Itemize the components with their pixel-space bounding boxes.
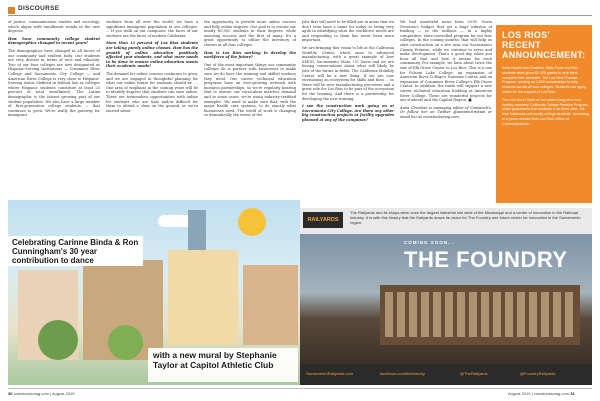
foundry-title: THE FOUNDRY [404, 247, 568, 272]
article-column-3 [204, 20, 296, 121]
article-question: More than 13 percent of Los Rios students are taking purely online classes. How has the growth of online education positively affected your students, and what more needs to be done to ensure online education meets their academic needs? [106, 41, 198, 69]
railyards-ad-text: The Railyards and its shops were once the largest industrial site west of the Mississippi and a center of innovation in the Railroad industry. It is with this history that the Railyards draws its vision for The Foundry and future center for innovation in the Sacramento region. [350, 210, 581, 225]
article-paragraph: of justice, communication studies and sociology, which aligns with enrollment trends in the new degrees. [8, 20, 100, 34]
section-label: DISCOURSE [18, 5, 60, 12]
article-paragraph: students from all over the world; we have a significant immigrant population at our colleges. ... If you walk on our campuses, the faces of our students are the faces of modern California. [106, 20, 198, 38]
building-illustration [168, 250, 238, 345]
page-number-left: 30 [8, 391, 13, 396]
sidebar-paragraph: Solar Health and Coalition, Walk-Tours and 500 students were given $1,000 grants to help them complete their semester. The Los Rios Promise Program, working on 2,500 scholarships to help students across all four colleges. Students can apply online for the support of Los Rios. [502, 66, 586, 94]
tower-illustration [188, 210, 206, 255]
section-marker [8, 7, 15, 14]
article-column-5 [400, 20, 492, 122]
article-paragraph: The demand for online courses continues to grow, and we are engaged in thoughtful planning for what our online future for students should be. ... One area of emphasis in the coming years will be to identify degrees that students can earn online. There are tremendous opportunities with online for students who are time and/or difficult for them to attend a class on the ground, or we're excited about [106, 71, 198, 113]
footer-right: August 2019 | comstocksmag.com 31 [508, 391, 575, 396]
foundry-windows [385, 292, 575, 337]
article-column-2 [106, 20, 198, 116]
publication-url: comstocksmag.com [533, 391, 570, 396]
sidebar-body [502, 66, 590, 130]
article-column-1 [8, 20, 100, 121]
article-paragraph: jobs that will need to be filled are in areas that we don't even have a name for today, so being very agile in identifying what the workforce needs are and responding to them has never been more important. [302, 20, 394, 43]
instagram-link[interactable]: @FoundryRailyards [520, 371, 556, 376]
railyards-logo: RAILYARDS [303, 212, 343, 228]
article-paragraph: One of the most important things our community colleges do is partner with businesses to make sure we do have the training and skilled workers they need. Our career technical education programs have an ever-growing network with business partnerships, so we're regularly hearing that to ensure our curriculum matches demand and in some cases, we're using industry-certified examples. We need to make sure that, with the major health care systems, to do exactly what businesses need. The world of work is changing so dramatically the terms of the [204, 62, 296, 118]
issue-date: August 2019 [51, 391, 75, 396]
article-question: How is Los Rios working to develop the workforce of the future? [204, 50, 296, 60]
footer-rule [8, 388, 592, 389]
mural-title: Celebrating Carinne Binda & Ron Cunningham's 30 year contribution to dance [12, 238, 139, 265]
coming-soon-label: COMING SOON... [404, 240, 455, 245]
facebook-link[interactable]: facebook.com/thefoundry [380, 371, 425, 376]
website-link[interactable]: SacramentoRailyards.com [306, 371, 353, 376]
author-bio: Anna Christian is managing editor of Comstock's. Or follow her on Twitter @annamchristian or email her at comstocksmag.com. [400, 105, 492, 119]
article-paragraph: We had wonderful news from 2018: Gavin Newsom's budget that set a huge infusion of funding — in the millions — in a highly competitive, state-controlled program for our four colleges. In the coming months, that will help us start construction on a site near our Sacramento County Promise, while we continue to serve and make development. That's a good day when you hear all that and how it means for each community. For example, we have about twice the size of Elk Grove Center to Los Rios. This is a one for Folsom Lake College, an expansion of American River College's Natomas Center, and an expansion of Cosumnes River College's Elk Grove Center. In addition, the funds will support a new career technical education building at American River College. These are wonderful projects for our students and the Capital Region. ■ [400, 20, 492, 103]
article-paragraph: the opportunity to provide more online courses and fully online degrees. Our goal is to ensure our nearly 80,000 students in their degrees, while ensuring success and the first of many. It's a great opportunity to utilize the inventory of classes at all four colleges. [204, 20, 296, 47]
publication-url: comstocksmag.com [13, 391, 49, 396]
article-question: How have community college student demographics changed in recent years? [8, 36, 100, 46]
footer-left: 30 comstocksmag.com | August 2019 [8, 391, 75, 396]
sidebar-paragraph: The new North 'Build on the state's long-term and healthy-recovery' California College Promise Program, which guarantees that students in all three sites, full-time California community college students,' according to a press release from Los Rios' Office of Communications. [502, 97, 589, 126]
building-illustration [243, 265, 298, 345]
article-paragraph: The demographics have changed in all facets of our community and student body. Our students are very diverse in terms of race and ethnicity. Two of our four colleges are now designated as Hispanic-Serving Institutions — Cosumnes River College and Sacramento City College — and American River College is very close to Hispanic-Serving status (defined in federal law as colleges where Hispanic students constitute at least 25 percent of total enrollment). The Latinx demographic is the fastest growing part of our student population. We also have a large number of first-generation college students — that continues to grow. We're really the gateway for immigrant [8, 48, 100, 118]
mural-ad [8, 200, 300, 385]
sun-illustration [238, 208, 266, 236]
issue-date: August 2019 [508, 391, 531, 396]
tree-illustration [108, 325, 143, 360]
article-column-4 [302, 20, 394, 125]
header-rule [8, 15, 592, 16]
twitter-link[interactable]: @TheRailyards [460, 371, 488, 376]
article-question: I see the construction work going on at Sacramento City College. Are there any other big construction projects or facility upgrades planned at any of the campuses? [302, 104, 394, 122]
article-paragraph: We are bringing this vision to life at the California Mobility Center, which aims to advanced manufacturing, with a great example of how SMUD, Sacramento State, UC Davis and we are having conversations about what will likely be jobs of the future in fields. The California Mobility Center will be a new thing. If we are now envisioning an ecosystem for skills and then ... so there will be new manufacturing processes and a great role for Los Rios to be part of the ecosystem for the training. And there is a partnership for developing the new training. [302, 45, 394, 101]
sidebar-title: LOS RIOS' RECENT ANNOUNCEMENT: [502, 30, 586, 60]
tree-illustration [38, 320, 78, 360]
mural-caption: with a new mural by Stephanie Taylor at Capitol Athletic Club [153, 350, 277, 370]
page-number-right: 31 [570, 391, 575, 396]
